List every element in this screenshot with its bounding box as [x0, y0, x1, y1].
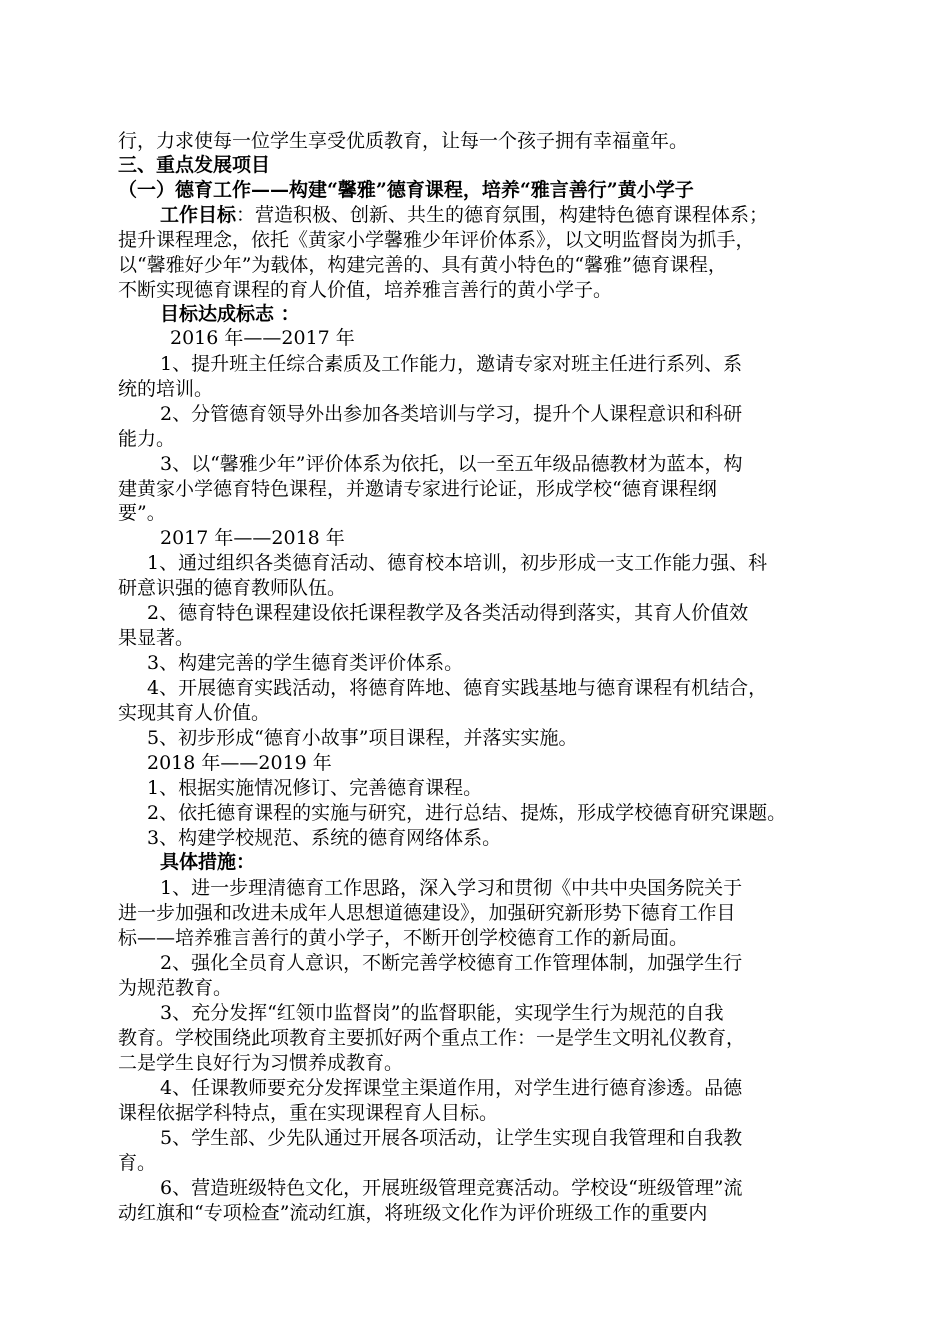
- p2016-item1-line1: 1、提升班主任综合素质及工作能力，邀请专家对班主任进行系列、系: [160, 353, 743, 375]
- period-2018-title: 2018 年——2019 年: [147, 752, 332, 774]
- measure-6-line2: 动红旗和“专项检查”流动红旗，将班级文化作为评价班级工作的重要内: [118, 1202, 708, 1224]
- measure-4-line2: 课程依据学科特点，重在实现课程育人目标。: [118, 1102, 499, 1124]
- period-2017-title: 2017 年——2018 年: [160, 527, 345, 549]
- goal-line-3: 以“馨雅好少年”为载体，构建完善的、具有黄小特色的“馨雅”德育课程，: [118, 254, 727, 276]
- subsection-heading: （一）德育工作——构建“馨雅”德育课程，培养“雅言善行”黄小学子: [118, 179, 694, 201]
- measures-label: 具体措施：: [160, 851, 256, 873]
- goal-text: ：营造积极、创新、共生的德育氛围，构建特色德育课程体系；: [236, 204, 769, 226]
- p2018-item2: 2、依托德育课程的实施与研究，进行总结、提炼，形成学校德育研究课题。: [147, 802, 787, 824]
- goal-line-4: 不断实现德育课程的育人价值，培养雅言善行的黄小学子。: [118, 279, 613, 301]
- p2018-item1: 1、根据实施情况修订、完善德育课程。: [147, 777, 483, 799]
- p2016-item2-line2: 能力。: [118, 428, 176, 450]
- measure-3-line2: 教育。学校围绕此项教育主要抓好两个重点工作：一是学生文明礼仪教育，: [118, 1027, 746, 1049]
- measure-3-line1: 3、充分发挥“红领巾监督岗”的监督职能，实现学生行为规范的自我: [160, 1002, 724, 1024]
- p2017-item2-line1: 2、德育特色课程建设依托课程教学及各类活动得到落实，其育人价值效: [147, 602, 749, 624]
- measure-2-line2: 为规范教育。: [118, 977, 233, 999]
- measure-3-line3: 二是学生良好行为习惯养成教育。: [118, 1052, 404, 1074]
- p2018-item3: 3、构建学校规范、系统的德育网络体系。: [147, 827, 502, 849]
- p2016-item3-line2: 建黄家小学德育特色课程，并邀请专家进行论证，形成学校“德育课程纲: [118, 478, 717, 500]
- p2017-item4-line1: 4、开展德育实践活动，将德育阵地、德育实践基地与德育课程有机结合，: [147, 677, 768, 699]
- measure-6-line1: 6、营造班级特色文化，开展班级管理竞赛活动。学校设“班级管理”流: [160, 1177, 743, 1199]
- measure-1-line1: 1、进一步理清德育工作思路，深入学习和贯彻《中共中央国务院关于: [160, 877, 743, 899]
- goal-label: 工作目标: [160, 204, 237, 226]
- goal-line-2: 提升课程理念，依托《黄家小学馨雅少年评价体系》，以文明监督岗为抓手，: [118, 229, 755, 251]
- p2017-item1-line1: 1、通过组织各类德育活动、德育校本培训，初步形成一支工作能力强、科: [147, 552, 768, 574]
- measure-1-line2: 进一步加强和改进未成年人思想道德建设》，加强研究新形势下德育工作目: [118, 902, 736, 924]
- intro-tail-line: 行，力求使每一位学生享受优质教育，让每一个孩子拥有幸福童年。: [118, 130, 689, 152]
- p2016-item3-line1: 3、以“馨雅少年”评价体系为依托，以一至五年级品德教材为蓝本，构: [160, 453, 743, 475]
- period-2016-title: 2016 年——2017 年: [170, 327, 355, 349]
- p2016-item2-line1: 2、分管德育领导外出参加各类培训与学习，提升个人课程意识和科研: [160, 403, 743, 425]
- measure-5-line2: 育。: [118, 1152, 157, 1174]
- p2017-item2-line2: 果显著。: [118, 627, 195, 649]
- p2016-item3-line3: 要”。: [118, 502, 166, 524]
- measure-2-line1: 2、强化全员育人意识，不断完善学校德育工作管理体制，加强学生行: [160, 952, 743, 974]
- p2016-item1-line2: 统的培训。: [118, 378, 214, 400]
- measure-1-line3: 标——培养雅言善行的黄小学子，不断开创学校德育工作的新局面。: [118, 927, 689, 949]
- p2017-item3: 3、构建完善的学生德育类评价体系。: [147, 652, 464, 674]
- measure-4-line1: 4、任课教师要充分发挥课堂主渠道作用，对学生进行德育渗透。品德: [160, 1077, 743, 1099]
- p2017-item1-line2: 研意识强的德育教师队伍。: [118, 577, 347, 599]
- targets-label: 目标达成标志 ：: [160, 303, 300, 325]
- goal-line-1: [160, 202, 768, 228]
- p2017-item4-line2: 实现其育人价值。: [118, 702, 271, 724]
- measure-5-line1: 5、学生部、少先队通过开展各项活动，让学生实现自我管理和自我教: [160, 1127, 743, 1149]
- section-heading: 三、重点发展项目: [118, 154, 271, 176]
- p2017-item5: 5、初步形成“德育小故事”项目课程，并落实实施。: [147, 727, 578, 749]
